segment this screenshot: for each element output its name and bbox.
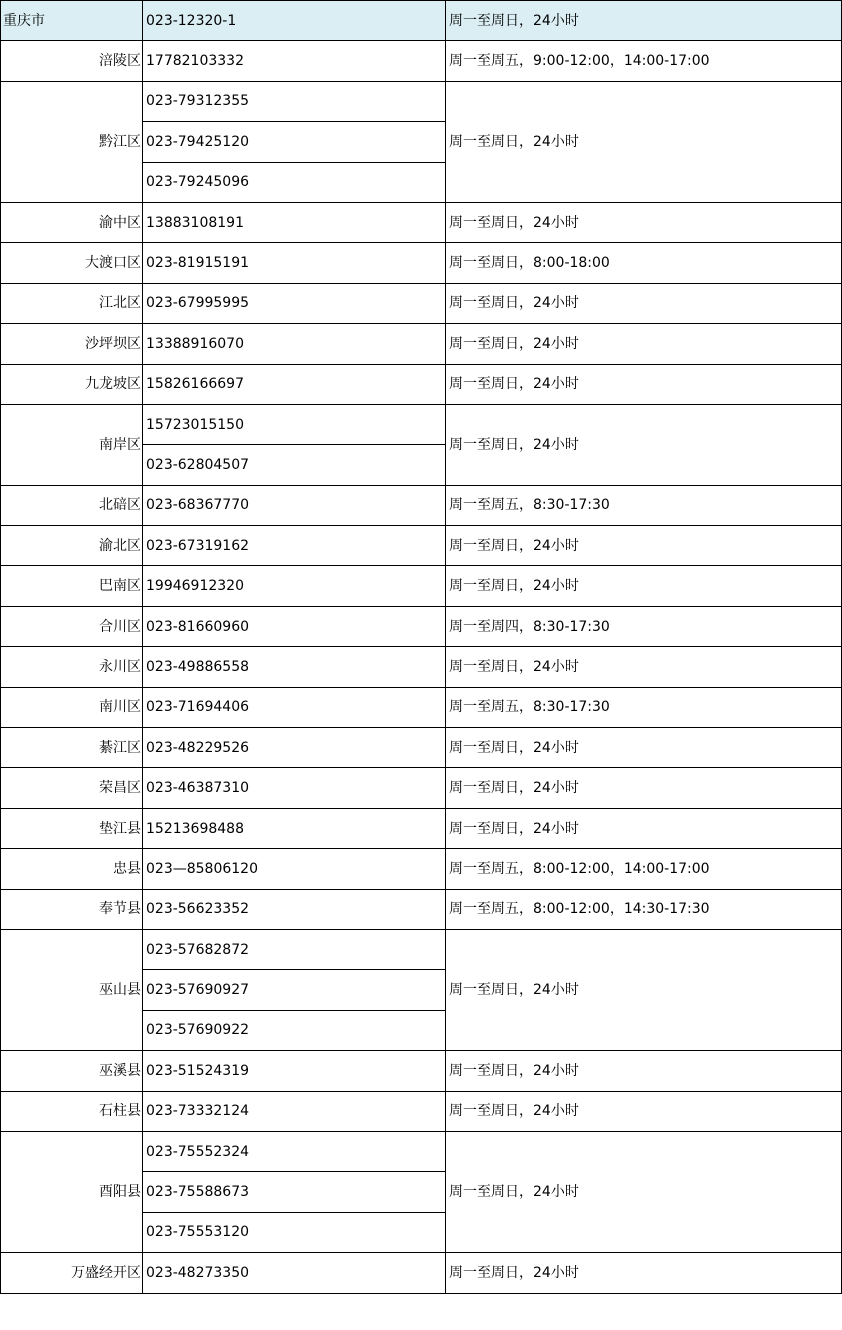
area-cell: 北碚区 xyxy=(1,485,143,525)
phone-cell: 023—85806120 xyxy=(143,849,446,889)
table-row xyxy=(1,202,842,242)
area-cell: 江北区 xyxy=(1,283,143,323)
phone-cell: 023-46387310 xyxy=(143,768,446,808)
area-cell: 巴南区 xyxy=(1,566,143,606)
phone-cell: 023-56623352 xyxy=(143,889,446,929)
area-cell: 酉阳县 xyxy=(1,1131,143,1252)
phone-cell: 023-48273350 xyxy=(143,1253,446,1293)
phone-cell: 023-67995995 xyxy=(143,283,446,323)
area-cell: 奉节县 xyxy=(1,889,143,929)
table-row xyxy=(1,485,842,525)
phone-cell: 023-57690927 xyxy=(143,970,446,1010)
hours-cell: 周一至周五，8:30-17:30 xyxy=(446,485,842,525)
table-row xyxy=(1,1091,842,1131)
table-row xyxy=(1,324,842,364)
hours-cell: 周一至周日，24小时 xyxy=(446,283,842,323)
table-row xyxy=(1,81,842,121)
hours-cell: 周一至周五，9:00-12:00，14:00-17:00 xyxy=(446,41,842,81)
phone-cell: 19946912320 xyxy=(143,566,446,606)
phone-cell: 023-62804507 xyxy=(143,445,446,485)
table-row-city xyxy=(1,1,842,41)
area-cell: 石柱县 xyxy=(1,1091,143,1131)
area-cell: 大渡口区 xyxy=(1,243,143,283)
area-cell: 九龙坡区 xyxy=(1,364,143,404)
phone-cell: 023-57690922 xyxy=(143,1010,446,1050)
phone-cell: 023-67319162 xyxy=(143,526,446,566)
hours-cell: 周一至周四，8:30-17:30 xyxy=(446,606,842,646)
table-row xyxy=(1,41,842,81)
hours-cell: 周一至周日，24小时 xyxy=(446,404,842,485)
phone-cell: 023-79245096 xyxy=(143,162,446,202)
table-row xyxy=(1,404,842,444)
hours-cell: 周一至周日，24小时 xyxy=(446,364,842,404)
hours-cell: 周一至周五，8:00-12:00，14:00-17:00 xyxy=(446,849,842,889)
hours-cell: 周一至周日，24小时 xyxy=(446,1131,842,1252)
hours-cell: 周一至周日，24小时 xyxy=(446,81,842,202)
area-cell: 永川区 xyxy=(1,647,143,687)
hours-cell: 周一至周日，24小时 xyxy=(446,1091,842,1131)
area-cell: 涪陵区 xyxy=(1,41,143,81)
table-row xyxy=(1,889,842,929)
phone-cell: 15826166697 xyxy=(143,364,446,404)
area-cell: 渝中区 xyxy=(1,202,143,242)
phone-cell: 13883108191 xyxy=(143,202,446,242)
phone-cell: 023-57682872 xyxy=(143,929,446,969)
city-hours-cell: 周一至周日，24小时 xyxy=(446,1,842,41)
phone-cell: 023-81915191 xyxy=(143,243,446,283)
phone-cell: 023-71694406 xyxy=(143,687,446,727)
table-row xyxy=(1,283,842,323)
table-row xyxy=(1,606,842,646)
area-cell: 沙坪坝区 xyxy=(1,324,143,364)
hours-cell: 周一至周日，24小时 xyxy=(446,929,842,1050)
hours-cell: 周一至周日，24小时 xyxy=(446,324,842,364)
phone-cell: 023-48229526 xyxy=(143,728,446,768)
hours-cell: 周一至周日，24小时 xyxy=(446,768,842,808)
phone-cell: 023-73332124 xyxy=(143,1091,446,1131)
table-row xyxy=(1,647,842,687)
area-cell: 南岸区 xyxy=(1,404,143,485)
hotline-table-body xyxy=(1,1,842,1294)
table-row xyxy=(1,728,842,768)
phone-cell: 023-75553120 xyxy=(143,1212,446,1252)
phone-cell: 15213698488 xyxy=(143,808,446,848)
phone-cell: 023-75552324 xyxy=(143,1131,446,1171)
phone-cell: 023-79312355 xyxy=(143,81,446,121)
area-cell: 合川区 xyxy=(1,606,143,646)
city-phone-cell: 023-12320-1 xyxy=(143,1,446,41)
phone-cell: 023-68367770 xyxy=(143,485,446,525)
phone-cell: 13388916070 xyxy=(143,324,446,364)
phone-cell: 023-81660960 xyxy=(143,606,446,646)
area-cell: 南川区 xyxy=(1,687,143,727)
table-row xyxy=(1,1051,842,1091)
hours-cell: 周一至周日，24小时 xyxy=(446,1051,842,1091)
table-row xyxy=(1,687,842,727)
table-row xyxy=(1,929,842,969)
table-row xyxy=(1,566,842,606)
hours-cell: 周一至周日，24小时 xyxy=(446,647,842,687)
phone-cell: 023-49886558 xyxy=(143,647,446,687)
hours-cell: 周一至周日，24小时 xyxy=(446,526,842,566)
phone-cell: 023-79425120 xyxy=(143,122,446,162)
hours-cell: 周一至周日，8:00-18:00 xyxy=(446,243,842,283)
table-row xyxy=(1,243,842,283)
area-cell: 渝北区 xyxy=(1,526,143,566)
city-cell: 重庆市 xyxy=(1,1,143,41)
table-row xyxy=(1,526,842,566)
area-cell: 忠县 xyxy=(1,849,143,889)
hours-cell: 周一至周五，8:00-12:00，14:30-17:30 xyxy=(446,889,842,929)
table-row xyxy=(1,1253,842,1293)
area-cell: 黔江区 xyxy=(1,81,143,202)
hours-cell: 周一至周日，24小时 xyxy=(446,566,842,606)
hours-cell: 周一至周日，24小时 xyxy=(446,202,842,242)
area-cell: 万盛经开区 xyxy=(1,1253,143,1293)
hours-cell: 周一至周日，24小时 xyxy=(446,728,842,768)
area-cell: 綦江区 xyxy=(1,728,143,768)
area-cell: 巫山县 xyxy=(1,929,143,1050)
area-cell: 垫江县 xyxy=(1,808,143,848)
phone-cell: 17782103332 xyxy=(143,41,446,81)
hours-cell: 周一至周日，24小时 xyxy=(446,808,842,848)
table-row xyxy=(1,364,842,404)
area-cell: 荣昌区 xyxy=(1,768,143,808)
phone-cell: 15723015150 xyxy=(143,404,446,444)
area-cell: 巫溪县 xyxy=(1,1051,143,1091)
phone-cell: 023-75588673 xyxy=(143,1172,446,1212)
table-row xyxy=(1,849,842,889)
table-row xyxy=(1,768,842,808)
hours-cell: 周一至周日，24小时 xyxy=(446,1253,842,1293)
phone-cell: 023-51524319 xyxy=(143,1051,446,1091)
table-row xyxy=(1,808,842,848)
table-row xyxy=(1,1131,842,1171)
hours-cell: 周一至周五，8:30-17:30 xyxy=(446,687,842,727)
